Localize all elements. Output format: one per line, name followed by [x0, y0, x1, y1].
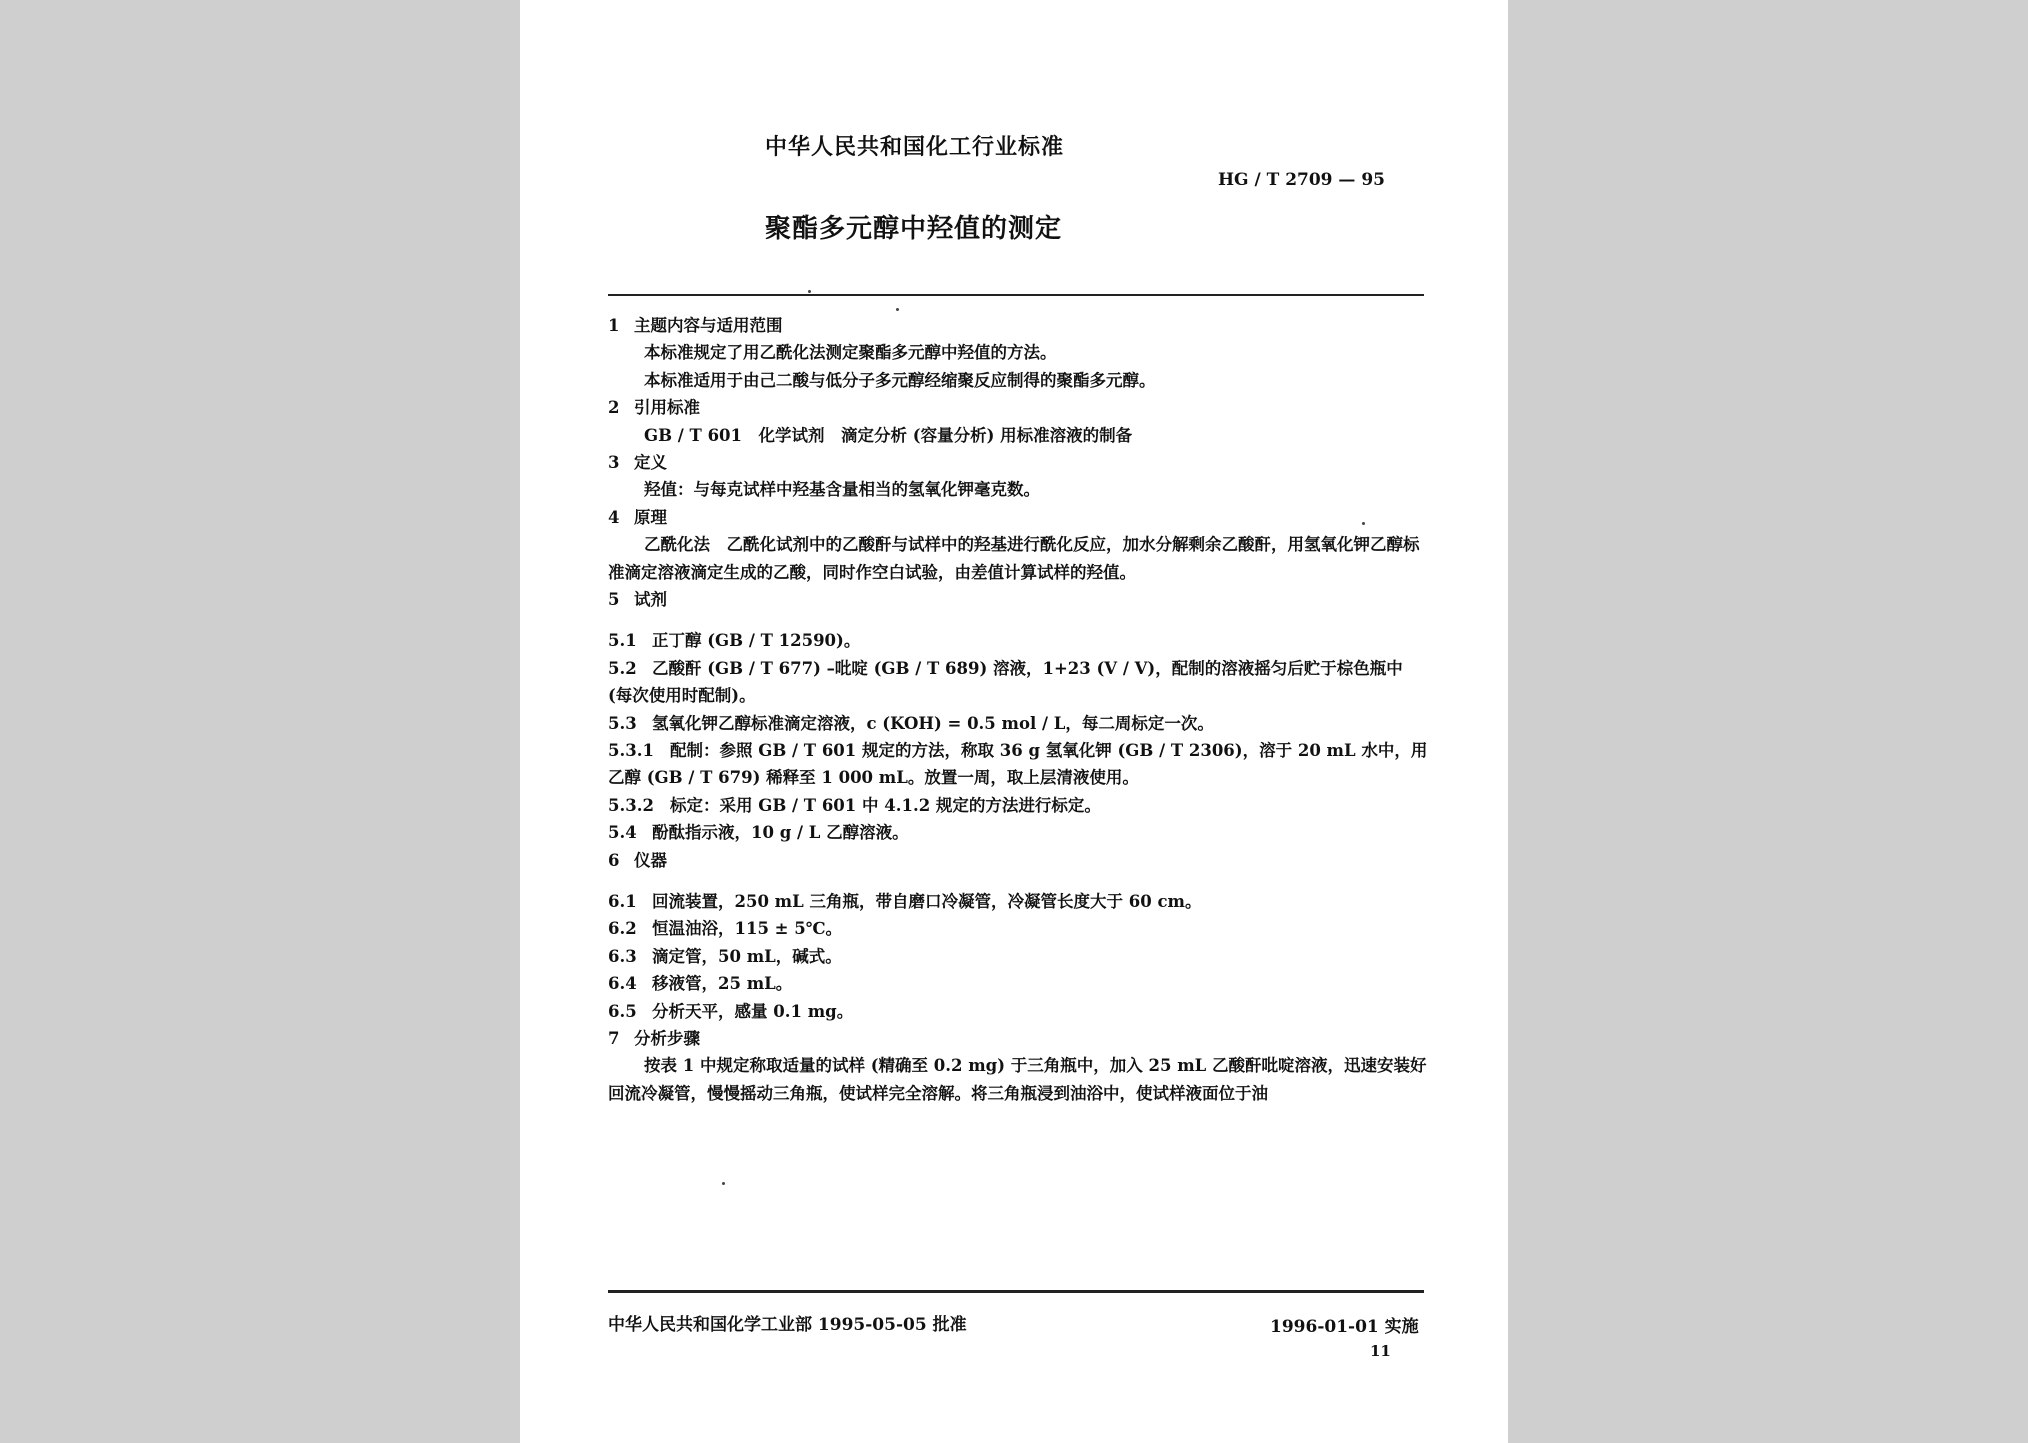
- list-item: [608, 970, 1428, 997]
- list-item: [608, 888, 1428, 915]
- section-title: 主题内容与适用范围: [634, 316, 783, 335]
- section-title: 定义: [634, 453, 667, 472]
- item-number: 6.1: [608, 892, 637, 912]
- document-body: [608, 312, 1428, 1107]
- item-text: 配制：参照 GB / T 601 规定的方法，称取 36 g 氢氧化钾 (GB / T 2306)，溶于 20 mL 水中，用乙醇 (GB / T 679) 稀释至 1 000 mL。放置一周，取上层清液使用。: [608, 741, 1428, 788]
- document-page: [520, 0, 1508, 1443]
- item-text: 氢氧化钾乙醇标准滴定溶液，c (KOH) = 0.5 mol / L，每二周标定一次。: [652, 713, 1214, 733]
- section-title: 仪器: [634, 850, 667, 870]
- section-number: 7: [608, 1029, 620, 1049]
- section-heading: [608, 312, 1428, 339]
- scan-speck: [896, 308, 899, 311]
- section-heading: [608, 1025, 1428, 1052]
- item-text: 回流装置，250 mL 三角瓶，带自磨口冷凝管，冷凝管长度大于 60 cm。: [652, 892, 1202, 912]
- section-title: 引用标准: [634, 398, 700, 418]
- list-item: [608, 915, 1428, 942]
- paragraph: GB / T 601 化学试剂 滴定分析 (容量分析) 用标准溶液的制备: [644, 425, 1133, 445]
- item-number: 6.5: [608, 1001, 637, 1021]
- paragraph: 按表 1 中规定称取适量的试样 (精确至 0.2 mg) 于三角瓶中，加入 25 mL 乙酸酐吡啶溶液，迅速安装好回流冷凝管，慢慢摇动三角瓶，使试样完全溶解。将三角瓶浸到油浴中，使试样液面位于油: [608, 1056, 1427, 1103]
- item-number: 5.2: [608, 658, 637, 678]
- item-text: 正丁醇 (GB / T 12590)。: [652, 631, 861, 651]
- section-heading: [608, 394, 1428, 421]
- item-number: 6.3: [608, 946, 637, 966]
- paragraph: 本标准规定了用乙酰化法测定聚酯多元醇中羟值的方法。: [644, 343, 1057, 363]
- section-number: 5: [608, 590, 620, 609]
- item-text: 滴定管，50 mL，碱式。: [652, 946, 842, 966]
- scan-speck: [808, 290, 811, 293]
- section-heading: [608, 449, 1428, 476]
- section-heading: [608, 586, 1428, 613]
- list-item: [608, 655, 1428, 710]
- section-heading: [608, 504, 1428, 531]
- top-rule: [608, 294, 1424, 296]
- section-title: 试剂: [634, 590, 667, 609]
- section-title: 原理: [634, 507, 667, 527]
- paragraph: 羟值：与每克试样中羟基含量相当的氢氧化钾毫克数。: [644, 480, 1040, 500]
- implementation-date: 1996-01-01 实施: [1270, 1317, 1419, 1337]
- issuer-heading: 中华人民共和国化工行业标准: [765, 134, 1065, 160]
- section-number: 4: [608, 507, 620, 527]
- list-item: [608, 998, 1428, 1025]
- section-number: 3: [608, 453, 620, 472]
- item-text: 标定：采用 GB / T 601 中 4.1.2 规定的方法进行标定。: [670, 795, 1101, 815]
- section-title: 分析步骤: [634, 1029, 700, 1049]
- item-number: 6.4: [608, 974, 637, 994]
- item-number: 5.3: [608, 713, 637, 733]
- scan-speck: [722, 1182, 725, 1185]
- section-number: 2: [608, 398, 620, 418]
- section-number: 6: [608, 850, 620, 870]
- item-text: 乙酸酐 (GB / T 677) –吡啶 (GB / T 689) 溶液，1+23 (V / V)，配制的溶液摇匀后贮于棕色瓶中 (每次使用时配制)。: [608, 658, 1403, 706]
- list-item: [608, 943, 1428, 970]
- item-number: 5.3.1: [608, 741, 654, 761]
- paragraph: 乙酰化法 乙酰化试剂中的乙酸酐与试样中的羟基进行酰化反应，加水分解剩余乙酸酐，用氢氧化钾乙醇标准滴定溶液滴定生成的乙酸，同时作空白试验，由差值计算试样的羟值。: [608, 535, 1420, 582]
- document-title: 聚酯多元醇中羟值的测定: [765, 214, 1063, 244]
- list-item: [608, 792, 1428, 819]
- item-text: 恒温油浴，115 ± 5℃。: [652, 919, 843, 939]
- list-item: [608, 627, 1428, 654]
- section-number: 1: [608, 316, 620, 335]
- item-number: 5.4: [608, 823, 637, 843]
- item-text: 移液管，25 mL。: [652, 974, 793, 994]
- section-heading: [608, 847, 1428, 874]
- list-item: [608, 819, 1428, 846]
- item-text: 酚酞指示液，10 g / L 乙醇溶液。: [652, 823, 909, 843]
- standard-code: HG / T 2709 — 95: [1218, 170, 1386, 190]
- item-number: 6.2: [608, 919, 637, 939]
- approval-line: 中华人民共和国化学工业部 1995-05-05 批准: [608, 1315, 967, 1335]
- bottom-rule: [608, 1290, 1424, 1293]
- paragraph: 本标准适用于由己二酸与低分子多元醇经缩聚反应制得的聚酯多元醇。: [644, 370, 1156, 390]
- item-text: 分析天平，感量 0.1 mg。: [652, 1001, 854, 1021]
- item-number: 5.3.2: [608, 795, 654, 815]
- page-number: 11: [1370, 1342, 1391, 1360]
- list-item: [608, 737, 1428, 792]
- item-number: 5.1: [608, 631, 637, 651]
- list-item: [608, 710, 1428, 737]
